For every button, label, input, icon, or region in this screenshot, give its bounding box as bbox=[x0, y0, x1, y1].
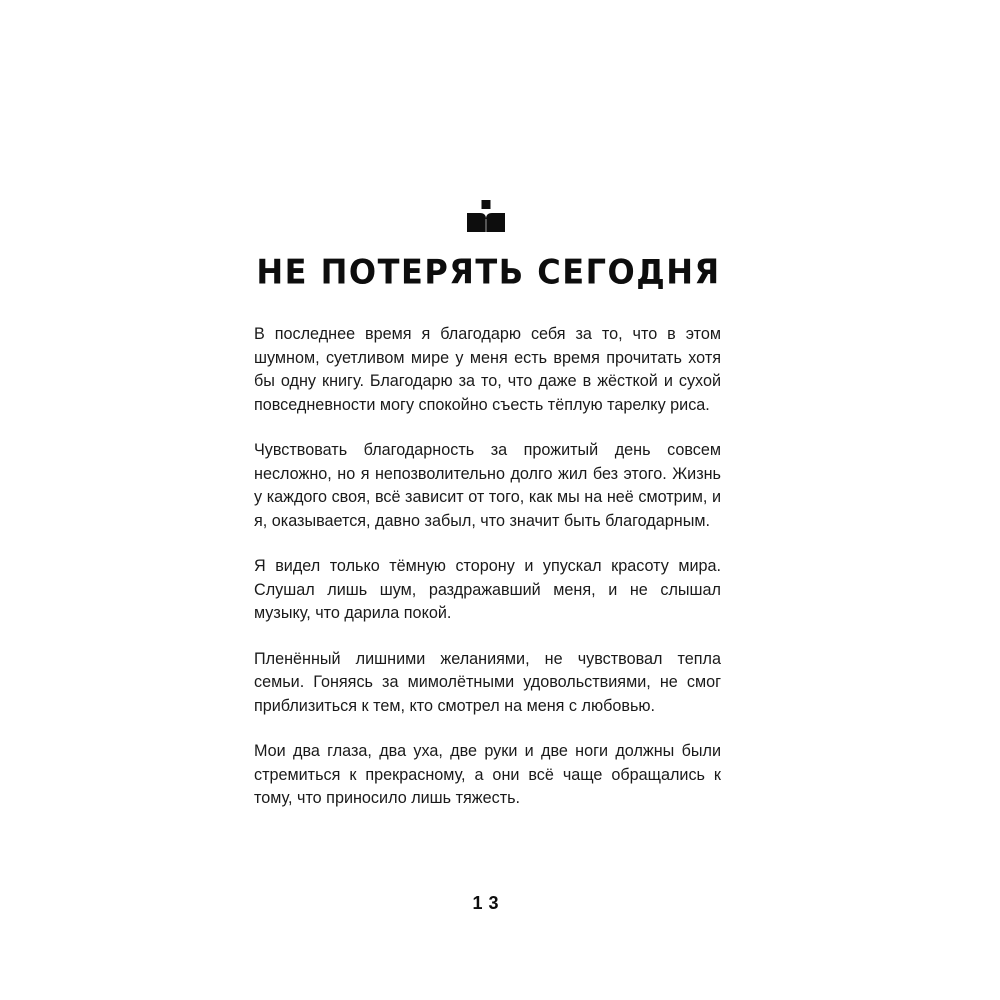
paragraph-5: Мои два глаза, два уха, две руки и две ноги должны были стремиться к прекрасному, а они всё чаще обращались к тому, что приносило лишь тяжесть. bbox=[254, 742, 721, 807]
paragraph-4: Пленённый лишними желаниями, не чувствовал тепла семьи. Гоняясь за мимолётными удовольствиями, не смог приблизиться к тем, кто смотрел на меня с любовью. bbox=[254, 649, 721, 715]
paragraph-1: В последнее время я благодарю себя за то, что в этом шумном, суетливом мире у меня есть время прочитать хотя бы одну книгу. Благодарю за то, что даже в жёсткой и сухой повседневности могу спокойно съесть тёплую тарелку риса. bbox=[254, 325, 721, 414]
chapter-title: НЕ ПОТЕРЯТЬ СЕГОДНЯ bbox=[256, 252, 721, 292]
reading-person-icon bbox=[466, 200, 506, 232]
body-text bbox=[254, 323, 721, 833]
page-number: 13 bbox=[472, 893, 505, 913]
paragraph-3: Я видел только тёмную сторону и упускал красоту мира. Слушал лишь шум, раздражавший меня, и не слышал музыку, что дарила покой. bbox=[254, 557, 721, 622]
paragraph-2: Чувствовать благодарность за прожитый день совсем несложно, но я непозволительно долго жил без этого. Жизнь у каждого своя, всё зависит от того, как мы на неё смотрим, и я, оказывается, давно забыл, что значит быть благодарным. bbox=[254, 441, 721, 530]
